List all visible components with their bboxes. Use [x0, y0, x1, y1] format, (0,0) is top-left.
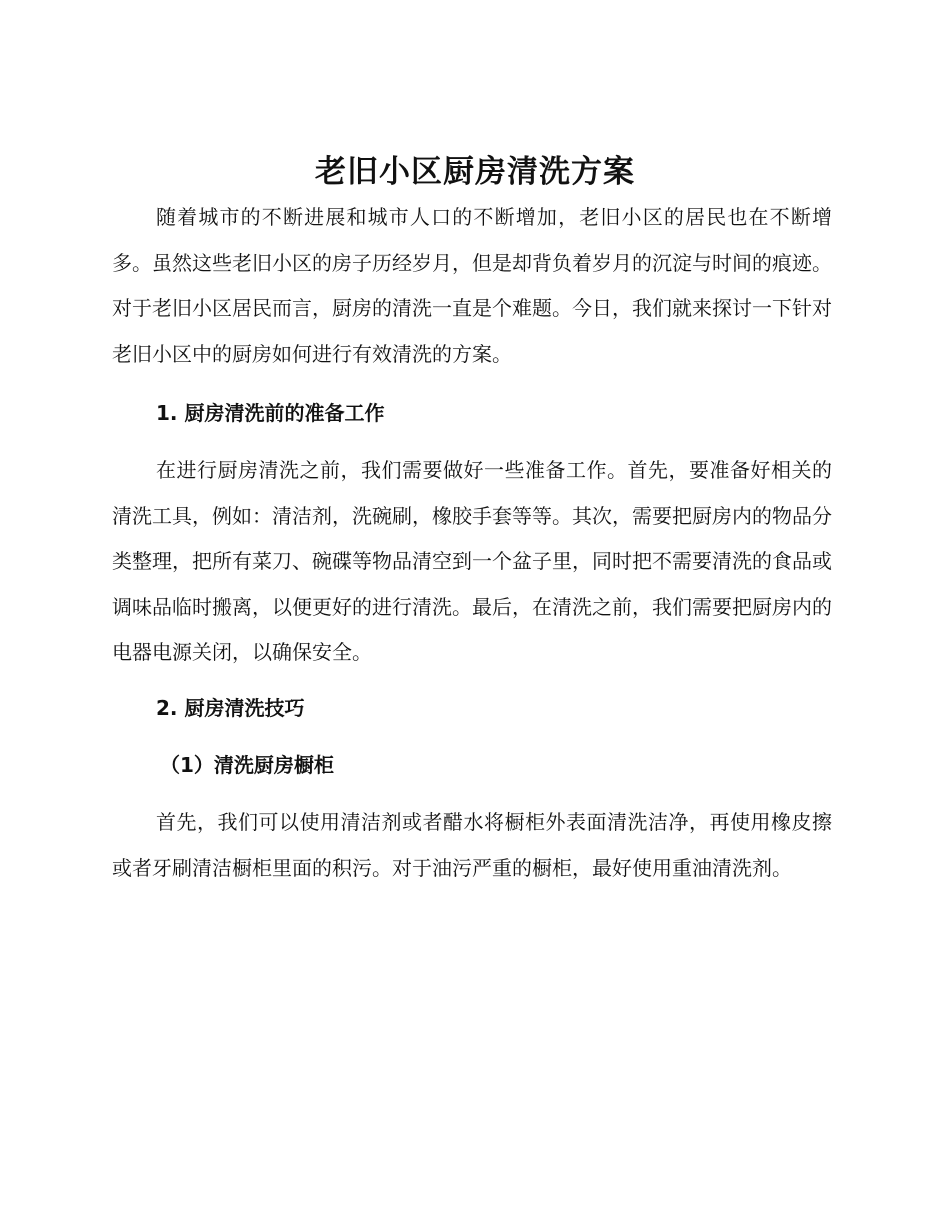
- section-2-heading: 2. 厨房清洗技巧: [156, 696, 305, 720]
- section-1-heading: 1. 厨房清洗前的准备工作: [156, 401, 385, 425]
- document-title: 老旧小区厨房清洗方案: [315, 154, 635, 190]
- subsection-1-paragraph: 首先，我们可以使用清洁剂或者醋水将橱柜外表面清洗洁净，再使用橡皮擦或者牙刷清洁橱柜里面的积污。对于油污严重的橱柜，最好使用重油清洗剂。: [112, 810, 832, 880]
- intro-paragraph: 随着城市的不断进展和城市人口的不断增加，老旧小区的居民也在不断增多。虽然这些老旧小区的房子历经岁月，但是却背负着岁月的沉淀与时间的痕迹。对于老旧小区居民而言，厨房的清洗一直是个难题。今日，我们就来探讨一下针对老旧小区中的厨房如何进行有效清洗的方案。: [112, 205, 832, 366]
- subsection-1-heading: （1）清洗厨房橱柜: [160, 753, 334, 777]
- section-1-paragraph: 在进行厨房清洗之前，我们需要做好一些准备工作。首先，要准备好相关的清洗工具，例如：清洁剂，洗碗刷，橡胶手套等等。其次，需要把厨房内的物品分类整理，把所有菜刀、碗碟等物品清空到一个盆子里，同时把不需要清洗的食品或调味品临时搬离，以便更好的进行清洗。最后，在清洗之前，我们需要把厨房内的电器电源关闭，以确保安全。: [112, 458, 832, 665]
